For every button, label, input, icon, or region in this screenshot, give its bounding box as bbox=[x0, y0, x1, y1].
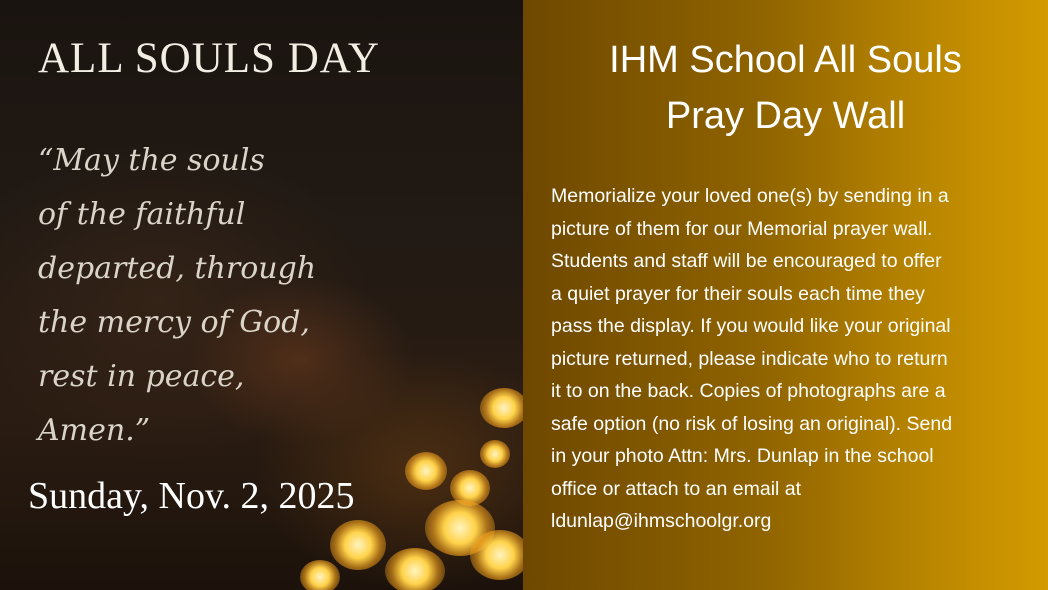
contact-email[interactable]: ldunlap@ihmschoolgr.org bbox=[551, 510, 772, 532]
title-line: IHM School All Souls bbox=[609, 39, 962, 81]
candle-glow bbox=[480, 440, 510, 468]
quote-line: the mercy of God, bbox=[38, 305, 310, 340]
all-souls-day-heading: ALL SOULS DAY bbox=[38, 35, 380, 82]
candle-glow bbox=[405, 452, 447, 490]
body-line: pass the display. If you would like your original bbox=[551, 315, 951, 337]
prayer-wall-description bbox=[551, 180, 1031, 538]
candle-glow bbox=[470, 530, 523, 580]
body-line: picture returned, please indicate who to return bbox=[551, 347, 948, 370]
quote-line: of the faithful bbox=[38, 197, 246, 232]
event-date: Sunday, Nov. 2, 2025 bbox=[28, 475, 355, 517]
body-line: office or attach to an email at bbox=[551, 477, 802, 500]
quote-line: “May the souls bbox=[38, 143, 265, 178]
body-line: safe option (no risk of losing an original). Send bbox=[551, 412, 953, 435]
candle-glow bbox=[330, 520, 386, 570]
candle-glow bbox=[300, 560, 340, 590]
candle-glow bbox=[385, 548, 445, 590]
body-line: it to on the back. Copies of photographs are a bbox=[551, 380, 946, 402]
body-line: in your photo Attn: Mrs. Dunlap in the school bbox=[551, 445, 934, 467]
prayer-quote bbox=[38, 134, 378, 458]
body-line: picture of them for our Memorial prayer wall. bbox=[551, 217, 933, 240]
body-line: Students and staff will be encouraged to offer bbox=[551, 250, 942, 272]
title-line: Pray Day Wall bbox=[665, 95, 906, 137]
prayer-wall-info-panel bbox=[523, 0, 1048, 590]
body-line: a quiet prayer for their souls each time they bbox=[551, 282, 925, 305]
body-line: Memorialize your loved one(s) by sending in a bbox=[551, 185, 949, 207]
quote-line: rest in peace, bbox=[38, 359, 245, 394]
candle-glow bbox=[480, 388, 523, 428]
prayer-wall-title bbox=[523, 32, 1048, 144]
quote-line: Amen.” bbox=[38, 413, 151, 448]
quote-line: departed, through bbox=[38, 251, 317, 286]
all-souls-day-image-panel bbox=[0, 0, 523, 590]
